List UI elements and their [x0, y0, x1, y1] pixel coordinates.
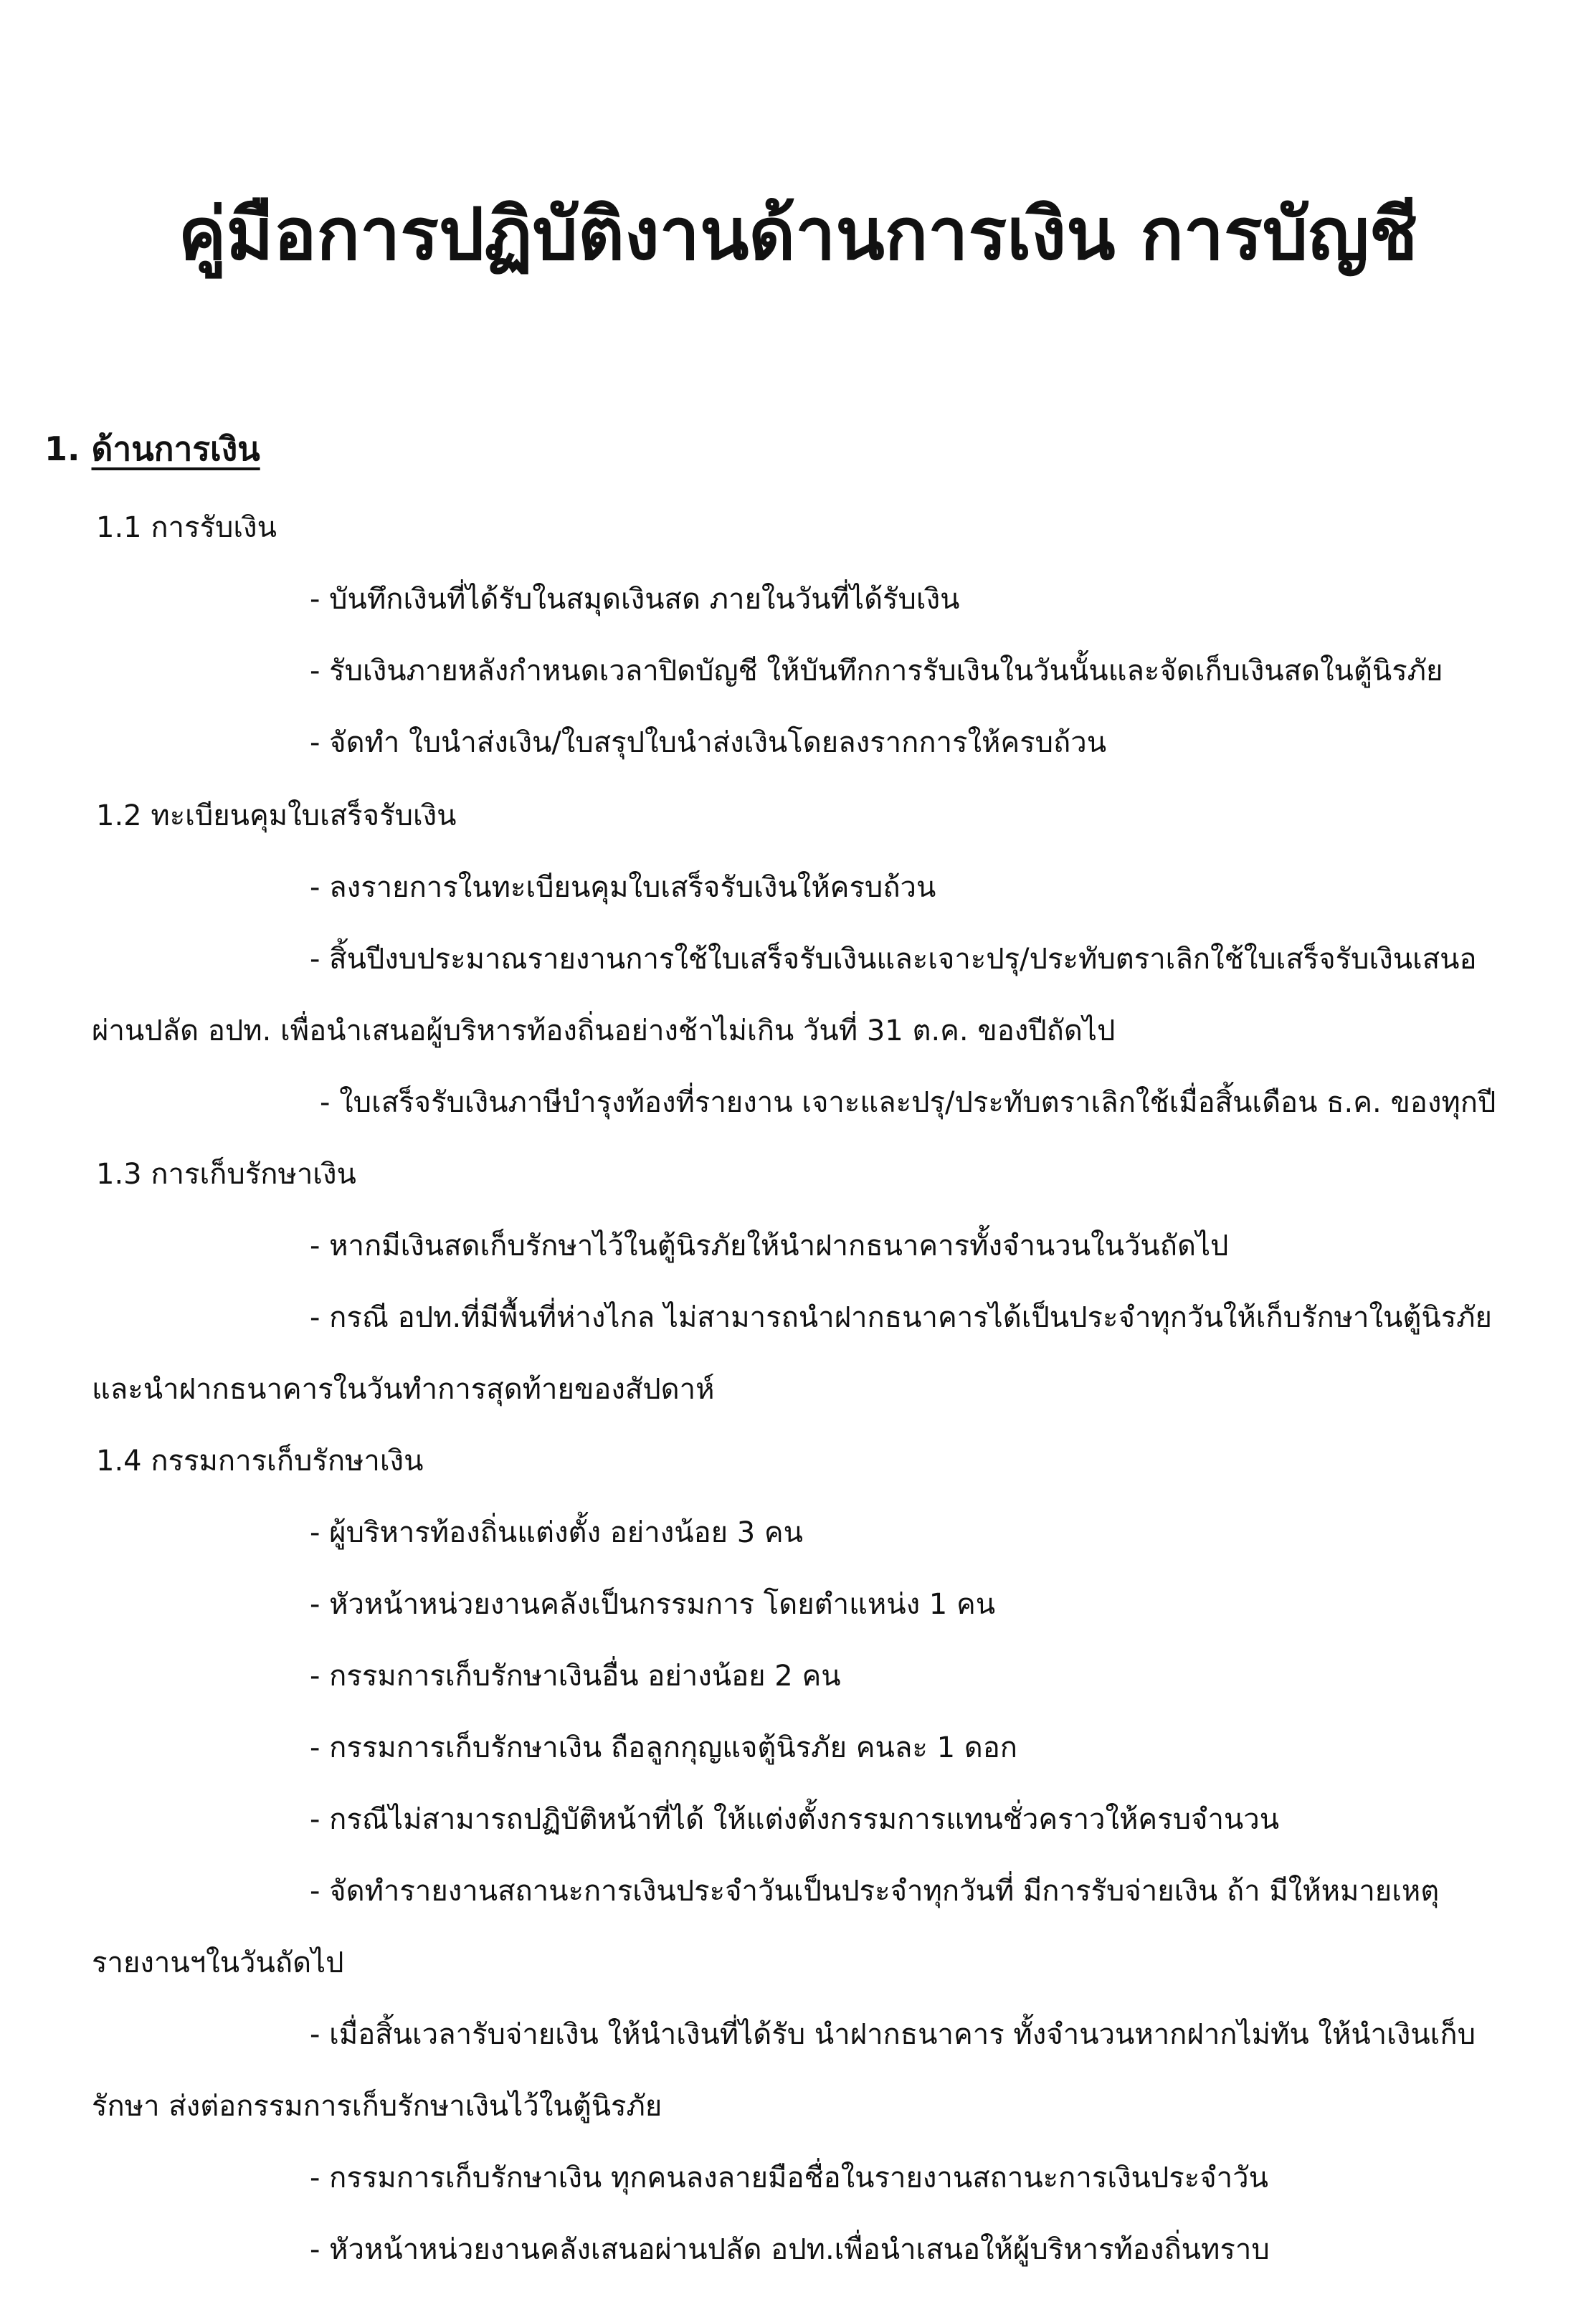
subsection-1-4: 1.4 กรรมการเก็บรักษาเงิน [96, 1445, 424, 1478]
list-item: - หัวหน้าหน่วยงานคลังเสนอผ่านปลัด อปท.เพื่อนำเสนอให้ผู้บริหารท้องถิ่นทราบ [310, 2233, 1270, 2266]
list-item: - หากมีเงินสดเก็บรักษาไว้ในตู้นิรภัยให้นำฝากธนาคารทั้งจำนวนในวันถัดไป [310, 1230, 1229, 1262]
list-item: - ใบเสร็จรับเงินภาษีบำรุงท้องที่รายงาน เจาะและปรุ/ประทับตราเลิกใช้เมื่อสิ้นเดือน ธ.ค. ของทุกปี [320, 1086, 1496, 1119]
list-item-continuation: รักษา ส่งต่อกรรมการเก็บรักษาเงินไว้ในตู้นิรภัย [92, 2090, 662, 2123]
list-item: - สิ้นปีงบประมาณรายงานการใช้ใบเสร็จรับเงินและเจาะปรุ/ประทับตราเลิกใช้ใบเสร็จรับเงินเสนอ [310, 943, 1477, 976]
list-item: - หัวหน้าหน่วยงานคลังเป็นกรรมการ โดยตำแหน่ง 1 คน [310, 1588, 996, 1621]
list-item: - บันทึกเงินที่ได้รับในสมุดเงินสด ภายในวันที่ได้รับเงิน [310, 583, 960, 616]
list-item: - กรรมการเก็บรักษาเงิน ทุกคนลงลายมือชื่อในรายงานสถานะการเงินประจำวัน [310, 2162, 1268, 2194]
document-title: คู่มือการปฏิบัติงานด้านการเงิน การบัญชี [178, 192, 1418, 276]
list-item: - รับเงินภายหลังกำหนดเวลาปิดบัญชี ให้บันทึกการรับเงินในวันนั้นและจัดเก็บเงินสดในตู้นิรภัย [310, 655, 1443, 688]
subsection-1-1: 1.1 การรับเงิน [96, 511, 277, 544]
section-title: ด้านการเงิน [91, 429, 260, 468]
list-item-continuation: และนำฝากธนาคารในวันทำการสุดท้ายของสัปดาห์ [92, 1373, 715, 1406]
list-item: - กรรมการเก็บรักษาเงินอื่น อย่างน้อย 2 คน [310, 1660, 841, 1693]
list-item: - ลงรายการในทะเบียนคุมใบเสร็จรับเงินให้ครบถ้วน [310, 871, 936, 904]
subsection-1-3: 1.3 การเก็บรักษาเงิน [96, 1158, 356, 1191]
subsection-1-2: 1.2 ทะเบียนคุมใบเสร็จรับเงิน [96, 799, 457, 832]
list-item-continuation: รายงานฯในวันถัดไป [92, 1946, 344, 1979]
section-number: 1. [44, 429, 80, 468]
list-item: - กรรมการเก็บรักษาเงิน ถือลูกกุญแจตู้นิรภัย คนละ 1 ดอก [310, 1731, 1017, 1764]
list-item: - จัดทำ ใบนำส่งเงิน/ใบสรุปใบนำส่งเงินโดยลงรากการให้ครบถ้วน [310, 726, 1107, 759]
section-heading-finance [44, 414, 260, 483]
list-item-continuation: ผ่านปลัด อปท. เพื่อนำเสนอผู้บริหารท้องถิ่นอย่างช้าไม่เกิน วันที่ 31 ต.ค. ของปีถัดไป [92, 1014, 1116, 1047]
list-item: - เมื่อสิ้นเวลารับจ่ายเงิน ให้นำเงินที่ได้รับ นำฝากธนาคาร ทั้งจำนวนหากฝากไม่ทัน ให้นำเงินเก็บ [310, 2018, 1476, 2051]
list-item: - กรณี อปท.ที่มีพื้นที่ห่างไกล ไม่สามารถนำฝากธนาคารได้เป็นประจำทุกวันให้เก็บรักษาในตู้นิรภัย [310, 1301, 1492, 1334]
list-item: - ผู้บริหารท้องถิ่นแต่งตั้ง อย่างน้อย 3 คน [310, 1516, 804, 1549]
list-item: - กรณีไม่สามารถปฏิบัติหน้าที่ได้ ให้แต่งตั้งกรรมการแทนชั่วคราวให้ครบจำนวน [310, 1803, 1280, 1836]
list-item: - จัดทำรายงานสถานะการเงินประจำวันเป็นประจำทุกวันที่ มีการรับจ่ายเงิน ถ้า มีให้หมายเหตุ [310, 1875, 1440, 1908]
